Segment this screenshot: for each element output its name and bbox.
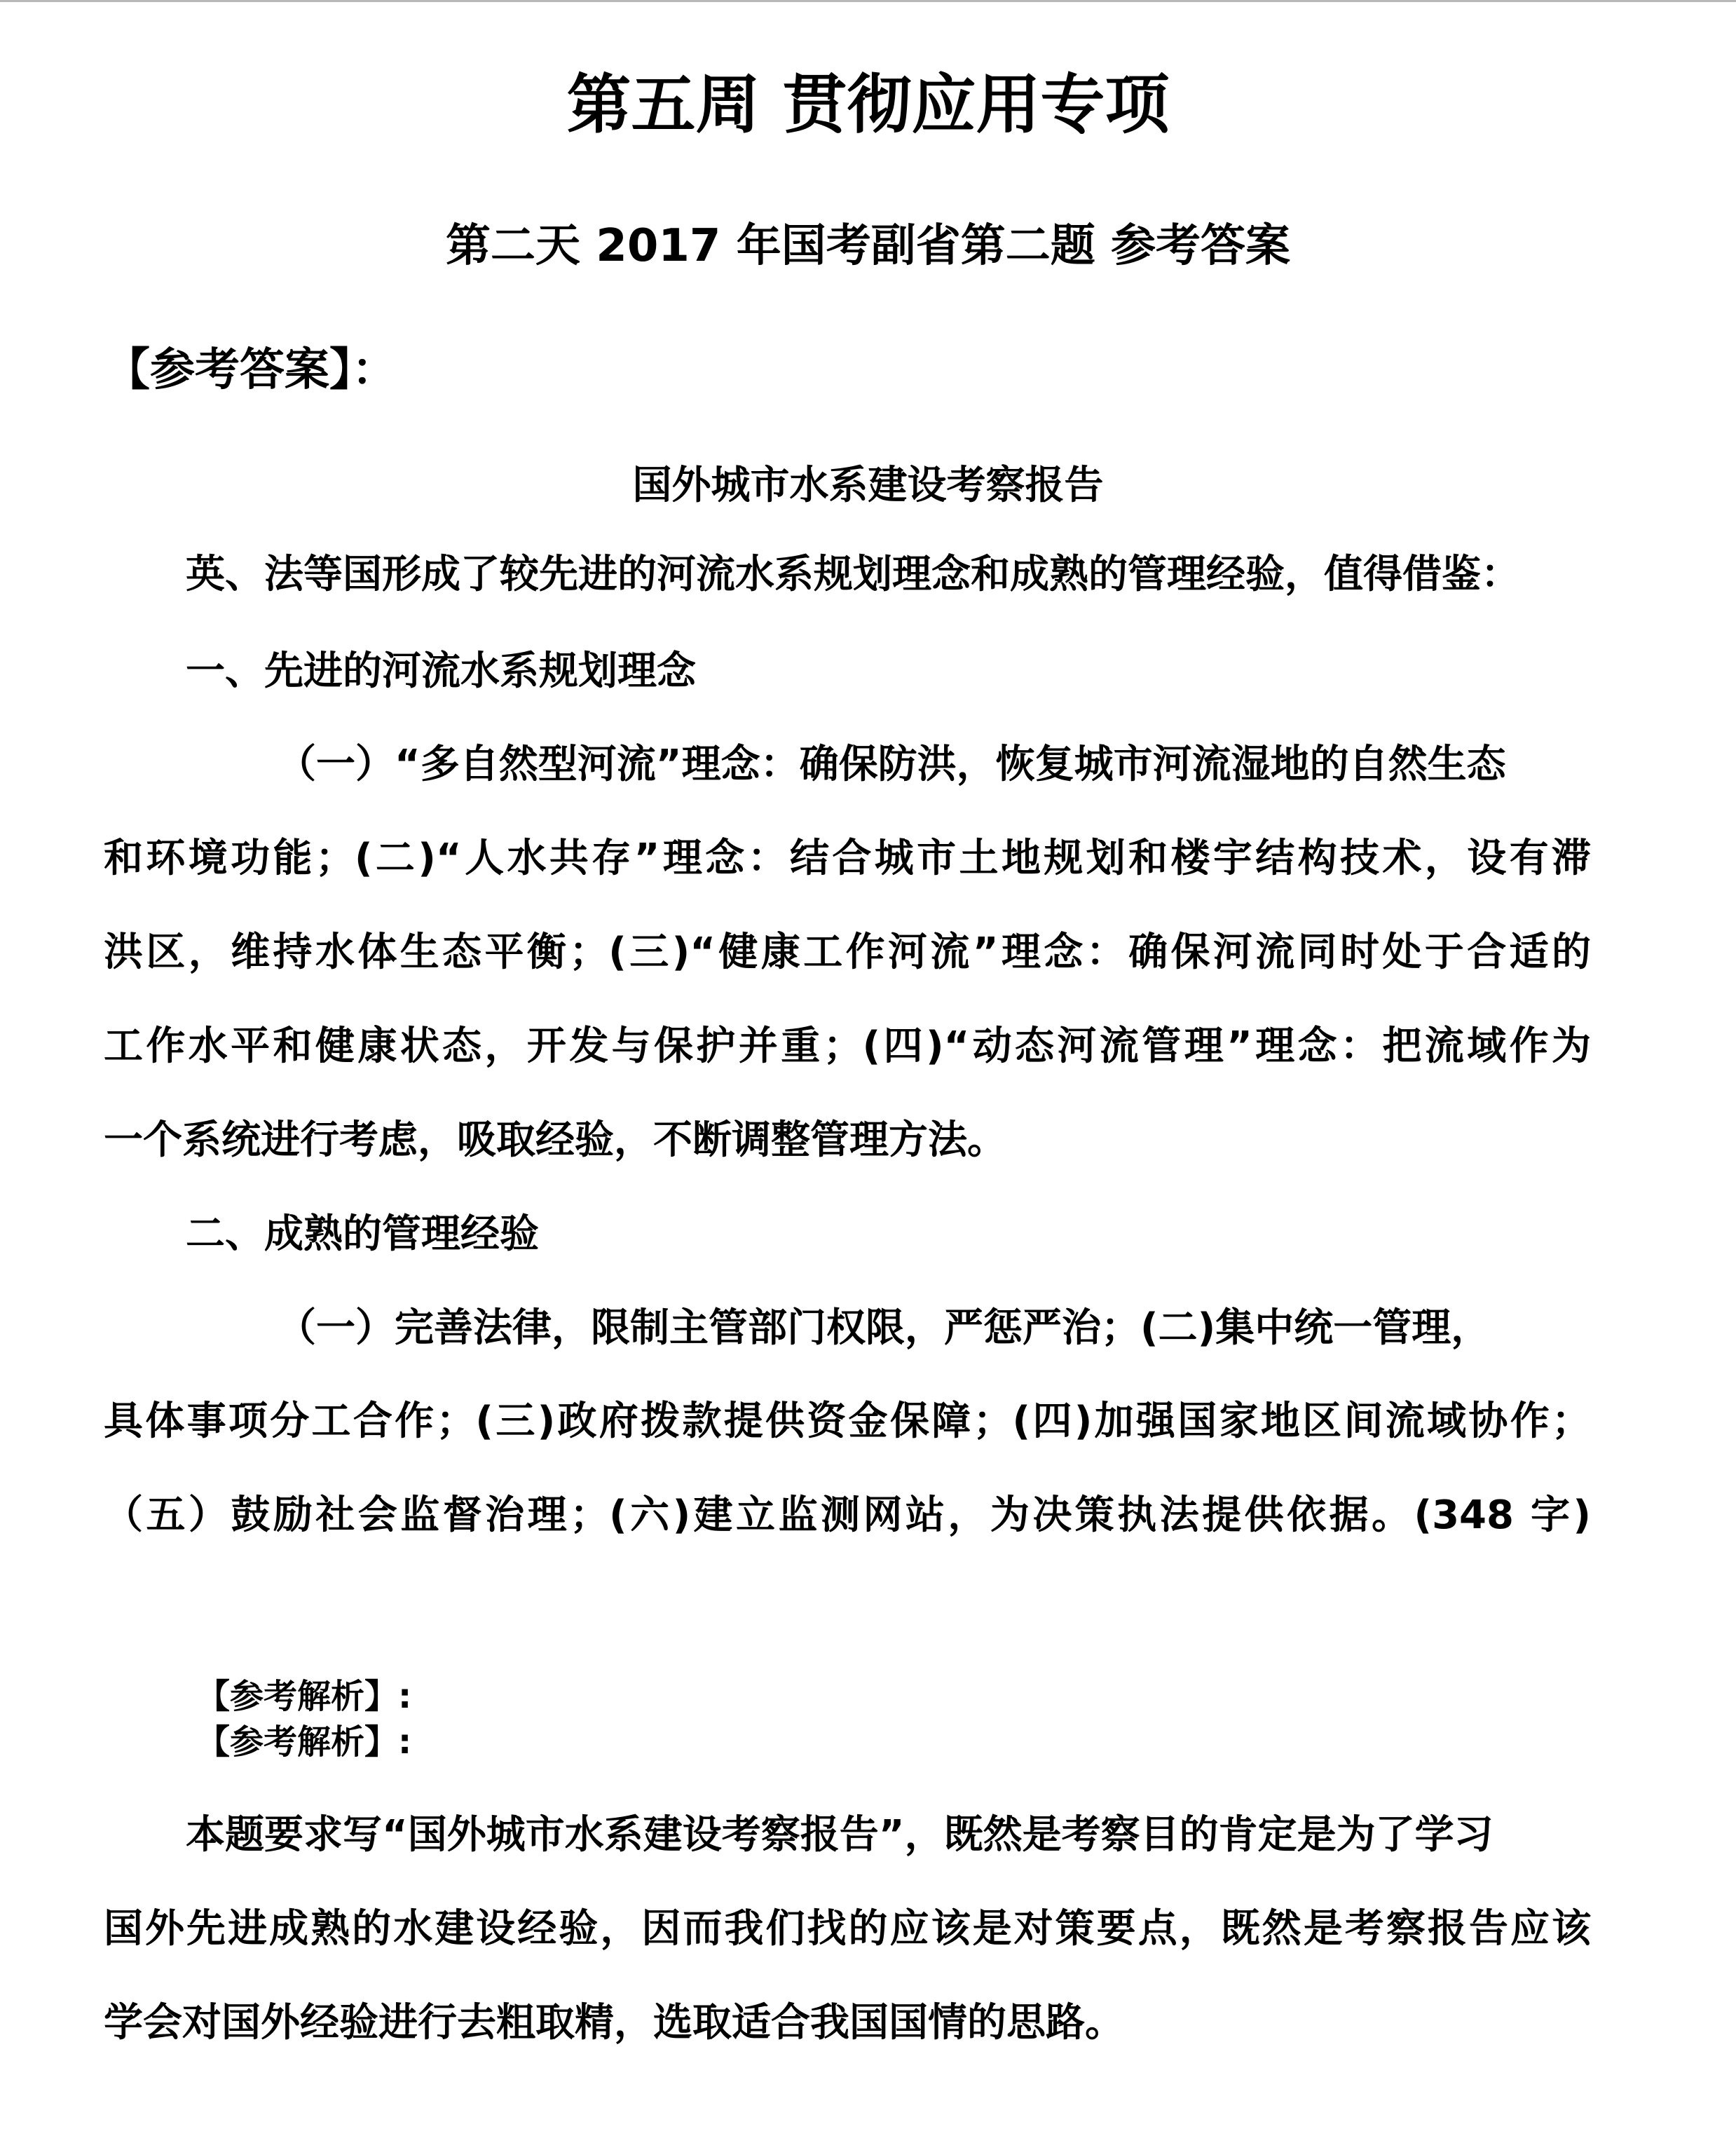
analysis-line: 学会对国外经验进行去粗取精，选取适合我国国情的思路。	[104, 2000, 1124, 2046]
section1-line: 和环境功能；(二)“人水共存”理念：结合城市土地规划和楼宇结构技术，设有滞	[104, 836, 1591, 881]
section1-line: 一个系统进行考虑，吸取经验，不断调整管理方法。	[104, 1117, 1006, 1163]
section1-line: 工作水平和健康状态，开发与保护并重；(四)“动态河流管理”理念：把流域作为	[104, 1023, 1591, 1069]
analysis-line: 国外先进成熟的水建设经验，因而我们找的应该是对策要点，既然是考察报告应该	[104, 1906, 1591, 1952]
main-title: 第五周 贯彻应用专项	[566, 67, 1170, 142]
section1-line: 洪区，维持水体生态平衡；(三)“健康工作河流”理念：确保河流同时处于合适的	[104, 930, 1591, 975]
section1-heading: 一、先进的河流水系规划理念	[186, 648, 696, 694]
section2-line: （五）鼓励社会监督治理；(六)建立监测网站，为决策执法提供依据。(348 字)	[104, 1492, 1591, 1538]
analysis-label: 【参考解析】:	[196, 1677, 412, 1716]
section2-line: 具体事项分工合作；(三)政府拨款提供资金保障；(四)加强国家地区间流域协作；	[104, 1399, 1591, 1444]
intro-paragraph: 英、法等国形成了较先进的河流水系规划理念和成熟的管理经验，值得借鉴：	[186, 552, 1520, 597]
answer-heading: 【参考答案】：	[105, 344, 397, 396]
report-title: 国外城市水系建设考察报告	[632, 463, 1104, 508]
analysis-label: 【参考解析】:	[196, 1722, 412, 1762]
subtitle: 第二天 2017 年国考副省第二题 参考答案	[446, 220, 1290, 272]
section2-heading: 二、成熟的管理经验	[186, 1211, 539, 1257]
section2-line: （一）完善法律，限制主管部门权限，严惩严治；(二)集中统一管理，	[277, 1305, 1491, 1351]
analysis-line: 本题要求写“国外城市水系建设考察报告”，既然是考察目的肯定是为了学习	[186, 1812, 1494, 1858]
section1-line: （一）“多自然型河流”理念：确保防洪，恢复城市河流湿地的自然生态	[277, 742, 1506, 787]
